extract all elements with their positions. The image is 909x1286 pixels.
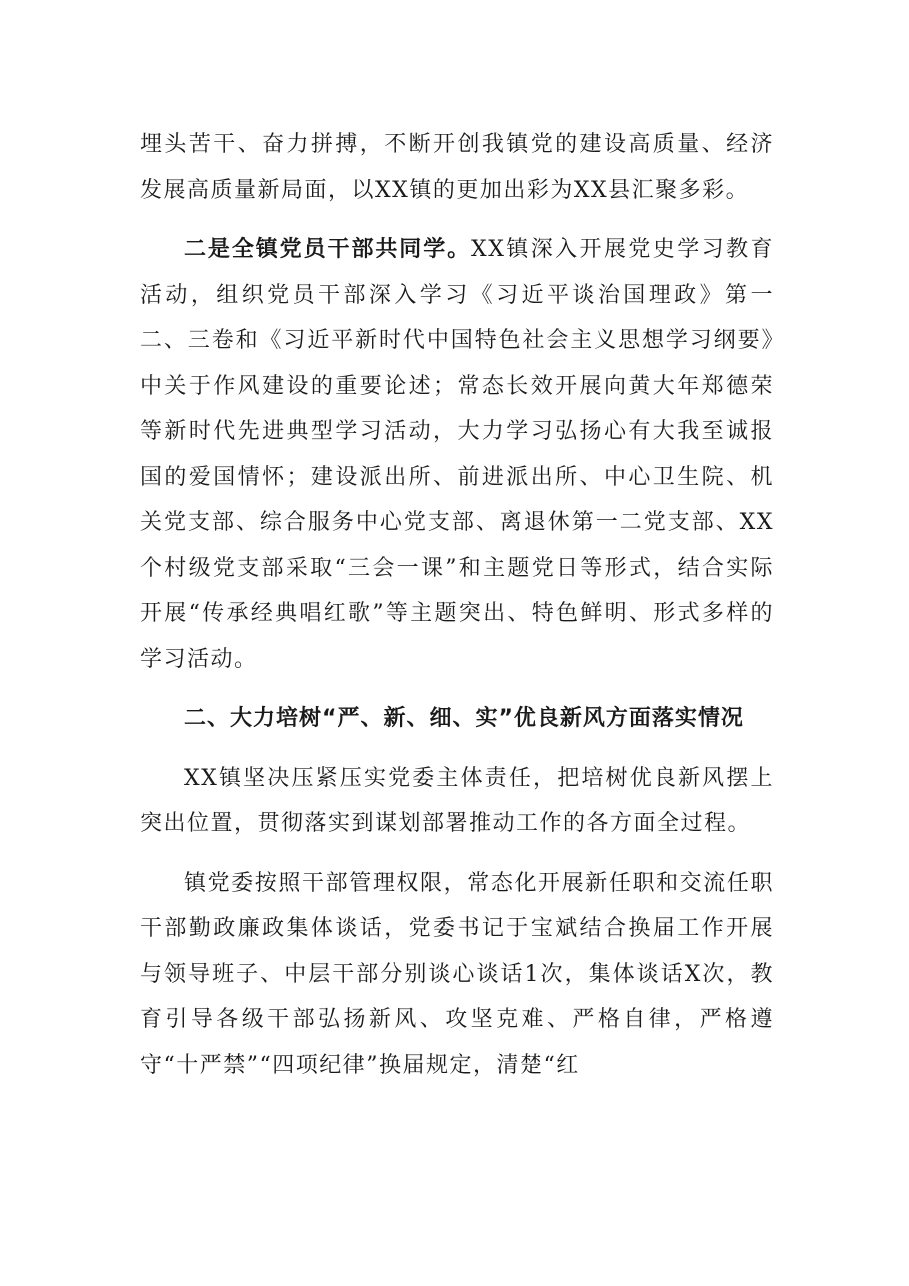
paragraph-4: 镇党委按照干部管理权限，常态化开展新任职和交流任职干部勤政廉政集体谈话，党委书记于宝斌结合换届工作开展与领导班子、中层干部分别谈心谈话1次，集体谈话X次，教育引导各级干部弘扬新风、攻坚克难、严格自律，严格遵守“十严禁”“四项纪律”换届规定，清楚“红 bbox=[140, 870, 774, 1078]
section-heading-2: 二、大力培树“严、新、细、实”优良新风方面落实情况 bbox=[184, 706, 744, 731]
paragraph-3: XX镇坚决压紧压实党委主体责任，把培树优良新风摆上突出位置，贯彻落实到谋划部署推动工作的各方面全过程。 bbox=[140, 765, 774, 836]
paragraph-2 bbox=[140, 227, 774, 682]
paragraph-2-body: XX镇深入开展党史学习教育活动，组织党员干部深入学习《习近平谈治国理政》第一二、三卷和《习近平新时代中国特色社会主义思想学习纲要》中关于作风建设的重要论述；常态长效开展向黄大年郑德荣等新时代先进典型学习活动，大力学习弘扬心有大我至诚报国的爱国情怀；建设派出所、前进派出所、中心卫生院、机关党支部、综合服务中心党支部、离退休第一二党支部、XX个村级党支部采取“三会一课”和主题党日等形式，结合实际开展“传承经典唱红歌”等主题突出、特色鲜明、形式多样的学习活动。 bbox=[140, 237, 774, 672]
document-body bbox=[140, 122, 774, 1088]
paragraph-2-lead: 二是全镇党员干部共同学。 bbox=[184, 237, 472, 262]
paragraph-1: 埋头苦干、奋力拼搏，不断开创我镇党的建设高质量、经济发展高质量新局面，以XX镇的更加出彩为XX县汇聚多彩。 bbox=[140, 132, 774, 203]
